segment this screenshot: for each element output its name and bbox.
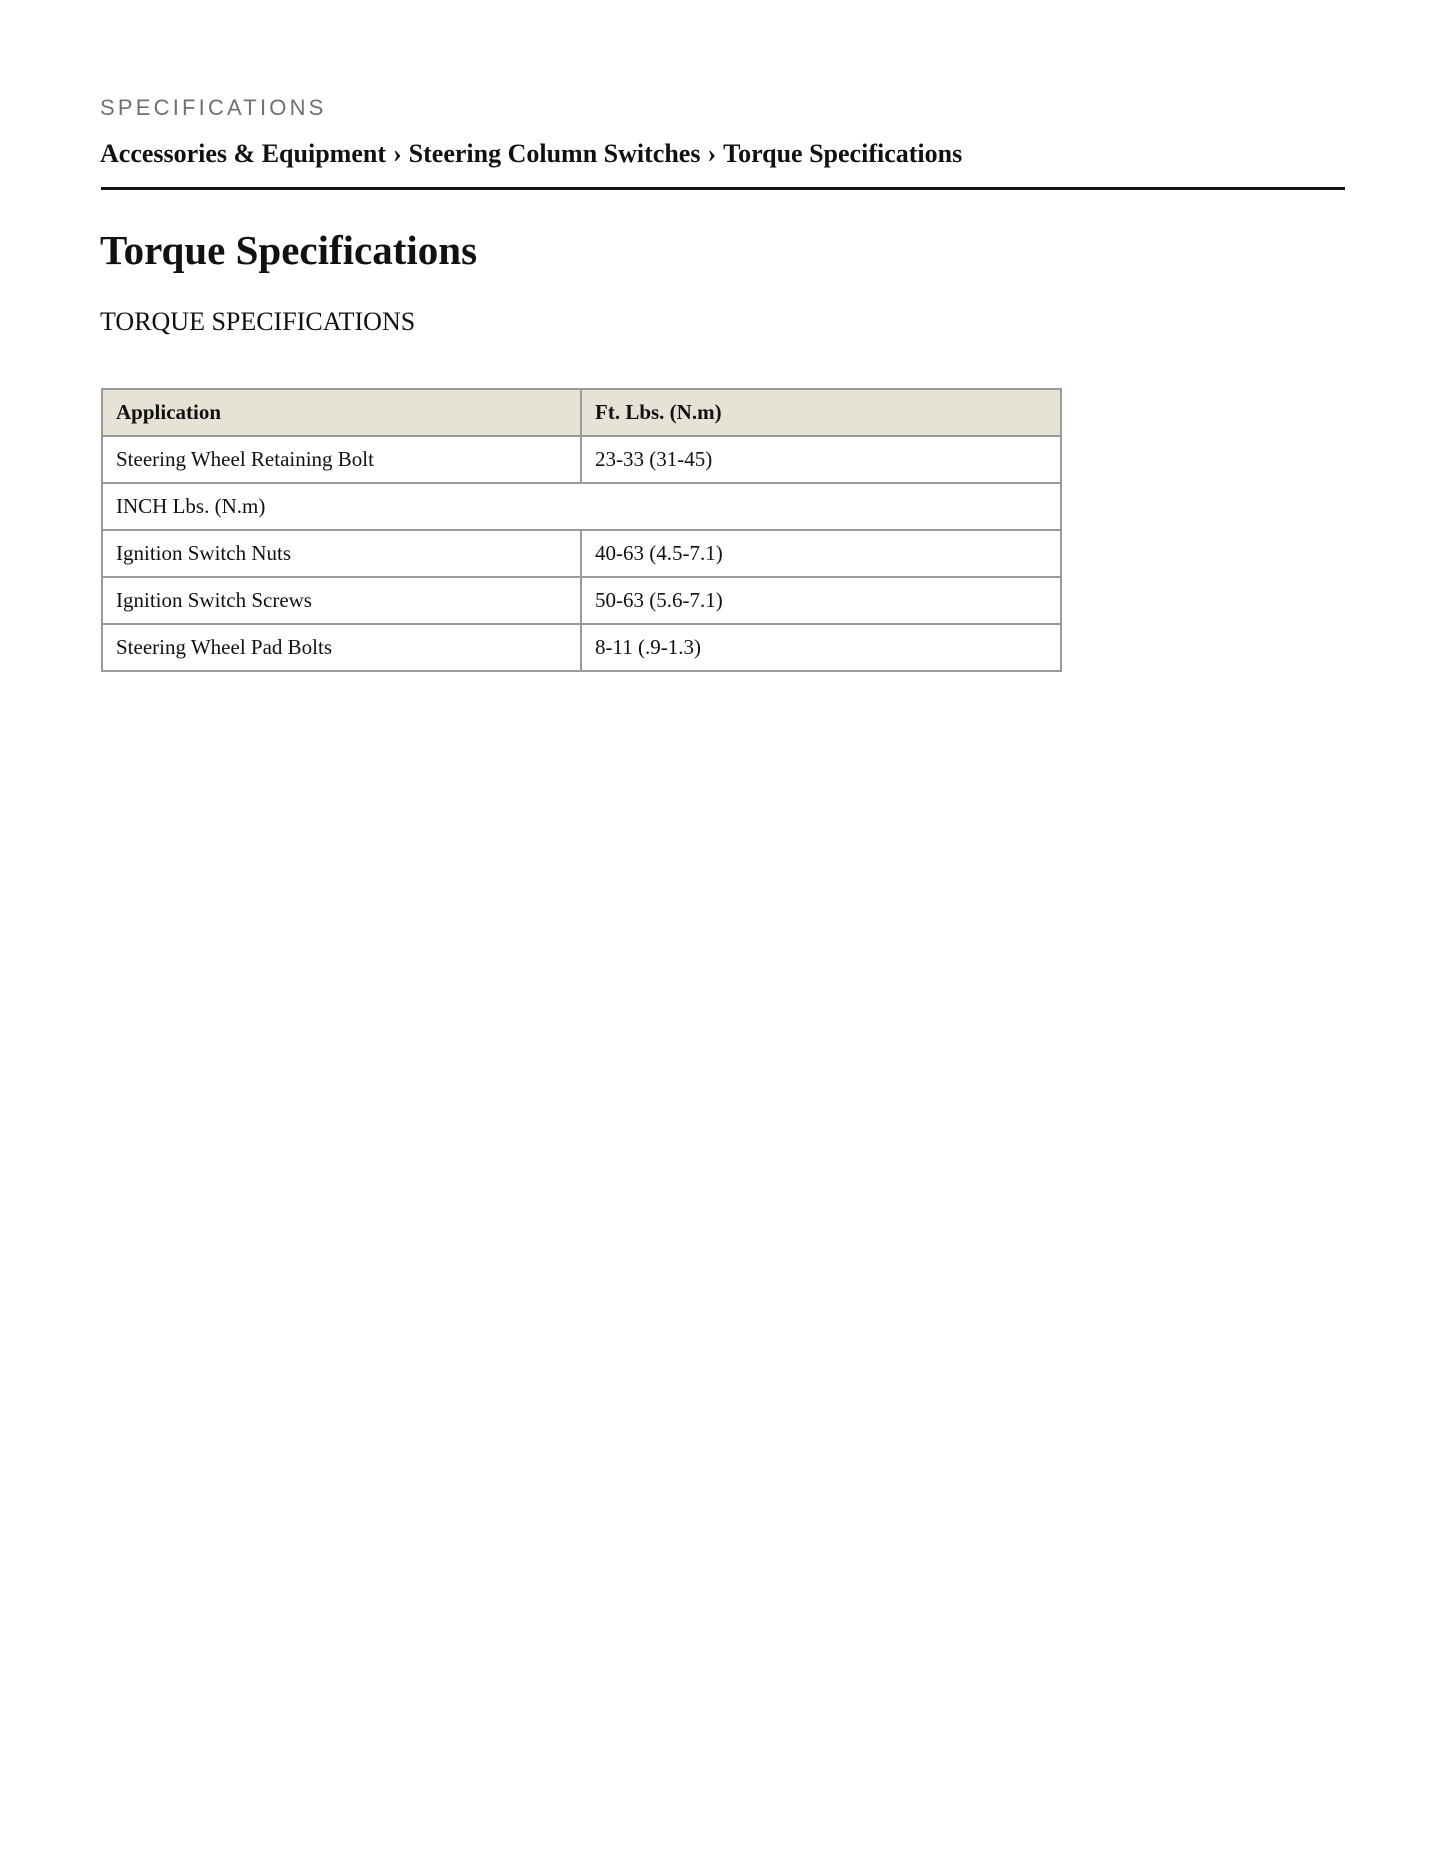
breadcrumb bbox=[100, 137, 962, 171]
breadcrumb-separator: › bbox=[392, 139, 402, 168]
breadcrumb-item-torque-specifications: Torque Specifications bbox=[723, 139, 963, 168]
header-divider bbox=[101, 187, 1345, 190]
breadcrumb-item-accessories[interactable]: Accessories & Equipment bbox=[100, 139, 386, 168]
torque-value-cell: 23-33 (31-45) bbox=[581, 436, 1061, 483]
section-label: SPECIFICATIONS bbox=[100, 95, 327, 120]
table-subheading-row bbox=[102, 483, 1061, 530]
torque-value-cell: 8-11 (.9-1.3) bbox=[581, 624, 1061, 671]
application-cell: Steering Wheel Retaining Bolt bbox=[102, 436, 581, 483]
breadcrumb-separator: › bbox=[707, 139, 717, 168]
table-header-row bbox=[102, 389, 1061, 436]
table-row bbox=[102, 530, 1061, 577]
table-row bbox=[102, 577, 1061, 624]
torque-value-cell: 50-63 (5.6-7.1) bbox=[581, 577, 1061, 624]
application-cell: Steering Wheel Pad Bolts bbox=[102, 624, 581, 671]
column-header-application: Application bbox=[102, 389, 581, 436]
column-header-ft-lbs: Ft. Lbs. (N.m) bbox=[581, 389, 1061, 436]
table-row bbox=[102, 436, 1061, 483]
breadcrumb-item-steering-column-switches[interactable]: Steering Column Switches bbox=[408, 139, 701, 168]
section-subtitle: TORQUE SPECIFICATIONS bbox=[100, 307, 416, 336]
application-cell: Ignition Switch Nuts bbox=[102, 530, 581, 577]
application-cell: Ignition Switch Screws bbox=[102, 577, 581, 624]
table-row bbox=[102, 624, 1061, 671]
torque-value-cell: 40-63 (4.5-7.1) bbox=[581, 530, 1061, 577]
unit-subheading-cell: INCH Lbs. (N.m) bbox=[102, 483, 1061, 530]
torque-specifications-table bbox=[101, 388, 1062, 672]
page-title: Torque Specifications bbox=[100, 227, 478, 273]
